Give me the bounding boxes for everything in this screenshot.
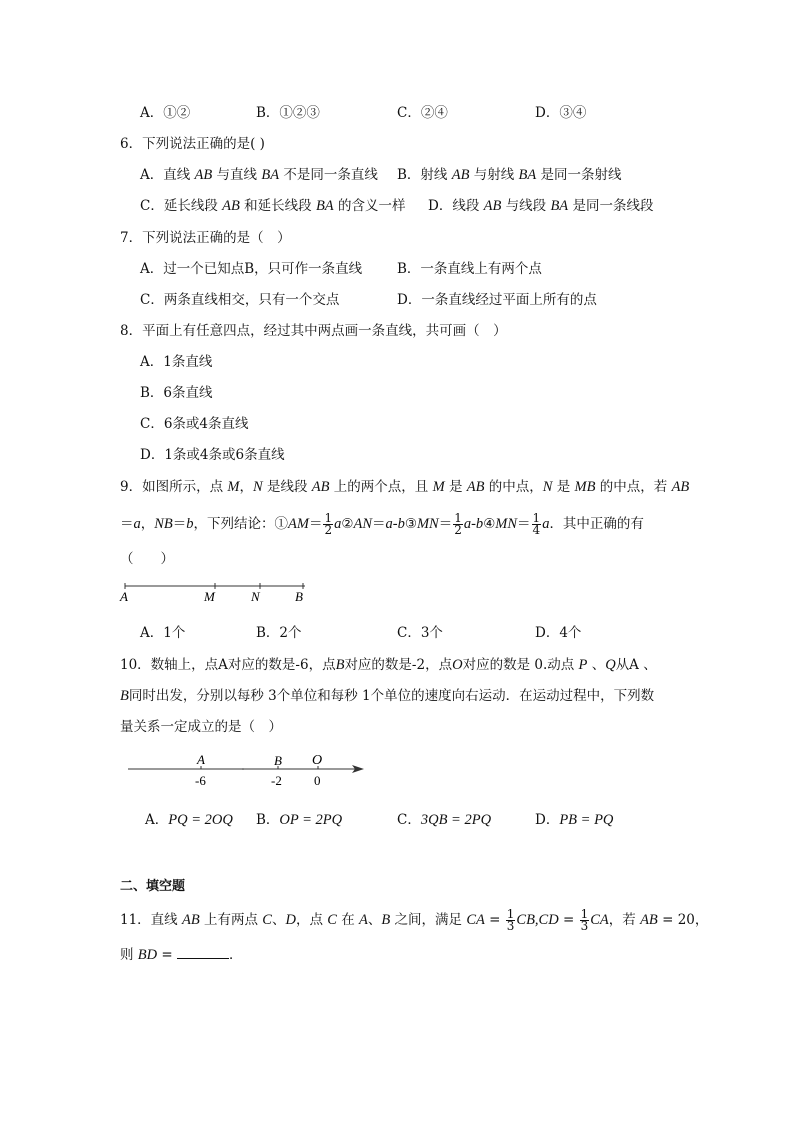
- q10-stem-line3: 量关系一定成立的是（ ）: [120, 719, 282, 735]
- q7-option-c: C．两条直线相交，只有一个交点: [140, 292, 340, 308]
- label-n: N: [251, 589, 260, 604]
- fraction-one-half: $\frac{1}{2}$: [324, 511, 333, 537]
- label-m: M: [204, 589, 215, 604]
- q8-option-a: A．1条直线: [140, 354, 213, 370]
- number-zero: 0: [314, 773, 321, 788]
- q10-stem-line1: 10．数轴上，点A对应的数是-6，点B对应的数是-2，点O对应的数是 0.动点 P 、Q从A 、: [120, 657, 657, 673]
- q9-option-b: B．2个: [256, 625, 302, 641]
- label-b: B: [274, 753, 282, 768]
- q10-number-line-figure: [120, 748, 370, 792]
- q8-option-b: B．6条直线: [140, 385, 213, 401]
- q10-option-d: D．PB = PQ: [535, 812, 614, 828]
- answer-blank[interactable]: [177, 946, 229, 959]
- q6-option-d: D．线段 AB 与线段 BA 是同一条线段: [428, 198, 654, 214]
- q9-answer-parens: （ ）: [120, 551, 174, 567]
- q10-stem-line2: B同时出发，分别以每秒 3个单位和每秒 1个单位的速度向右运动．在运动过程中，下列数: [120, 688, 655, 704]
- q6-option-a: A．直线 AB 与直线 BA 不是同一条直线: [140, 167, 378, 183]
- q6-stem: 6．下列说法正确的是( ): [120, 136, 265, 152]
- q11-stem-line2: 则 BD = ．: [120, 947, 243, 963]
- q9-segment-figure: [115, 578, 315, 608]
- q9-option-c: C．3个: [397, 625, 443, 641]
- q7-stem: 7．下列说法正确的是（ ）: [120, 230, 291, 246]
- q11-stem-line1: 11．直线 AB 上有两点 C、D，点 C 在 A、B 之间，满足 CA = $\frac{1}{3}$ CB,CD = $\frac{1}{3}$ CA，若 AB = 20，: [120, 907, 709, 933]
- q10-option-b: B．OP = 2PQ: [256, 812, 343, 828]
- label-a: A: [120, 589, 128, 604]
- q5-option-a: A．①②: [140, 105, 191, 121]
- q5-option-c: C．②④: [397, 105, 448, 121]
- q8-option-c: C．6条或4条直线: [140, 416, 249, 432]
- q9-stem-line2: ＝a，NB＝b，下列结论：①AM＝ $\frac{1}{2}$ a②AN＝a-b③MN＝ $\frac{1}{2}$ a-b④MN＝ $\frac{1}{4}$ a．其中正确的有: [120, 511, 644, 537]
- fraction-one-quarter: $\frac{1}{4}$: [532, 511, 541, 537]
- q9-option-d: D．4个: [535, 625, 582, 641]
- q8-option-d: D．1条或4条或6条直线: [140, 447, 285, 463]
- q7-option-d: D．一条直线经过平面上所有的点: [397, 292, 597, 308]
- q9-stem-line1: 9．如图所示，点 M，N 是线段 AB 上的两个点，且 M 是 AB 的中点，N 是 MB 的中点，若 AB: [120, 479, 690, 495]
- section-title-fill-blank: 二、填空题: [120, 879, 186, 894]
- number-minus-2: -2: [271, 773, 282, 788]
- q10-option-c: C．3QB = 2PQ: [397, 812, 492, 828]
- q7-option-b: B．一条直线上有两个点: [397, 261, 542, 277]
- q5-option-d: D．③④: [535, 105, 587, 121]
- fraction-one-half-2: $\frac{1}{2}$: [454, 511, 462, 537]
- tick-dot: [242, 768, 244, 770]
- q9-option-a: A．1个: [140, 625, 186, 641]
- label-o: O: [312, 753, 323, 768]
- q8-stem: 8．平面上有任意四点，经过其中两点画一条直线，共可画（ ）: [120, 323, 507, 339]
- q10-option-a: A．PQ = 2OQ: [145, 812, 233, 828]
- q6-option-c: C．延长线段 AB 和延长线段 BA 的含义一样: [140, 198, 406, 214]
- label-a: A: [197, 752, 205, 767]
- number-minus-6: -6: [195, 773, 206, 788]
- label-b: B: [295, 589, 303, 604]
- q7-option-a: A．过一个已知点B，只可作一条直线: [140, 261, 363, 277]
- q5-option-b: B．①②③: [256, 105, 320, 121]
- fraction-one-third-2: $\frac{1}{3}$: [580, 907, 589, 933]
- fraction-one-third: $\frac{1}{3}$: [506, 907, 515, 933]
- q6-option-b: B．射线 AB 与射线 BA 是同一条射线: [397, 167, 622, 183]
